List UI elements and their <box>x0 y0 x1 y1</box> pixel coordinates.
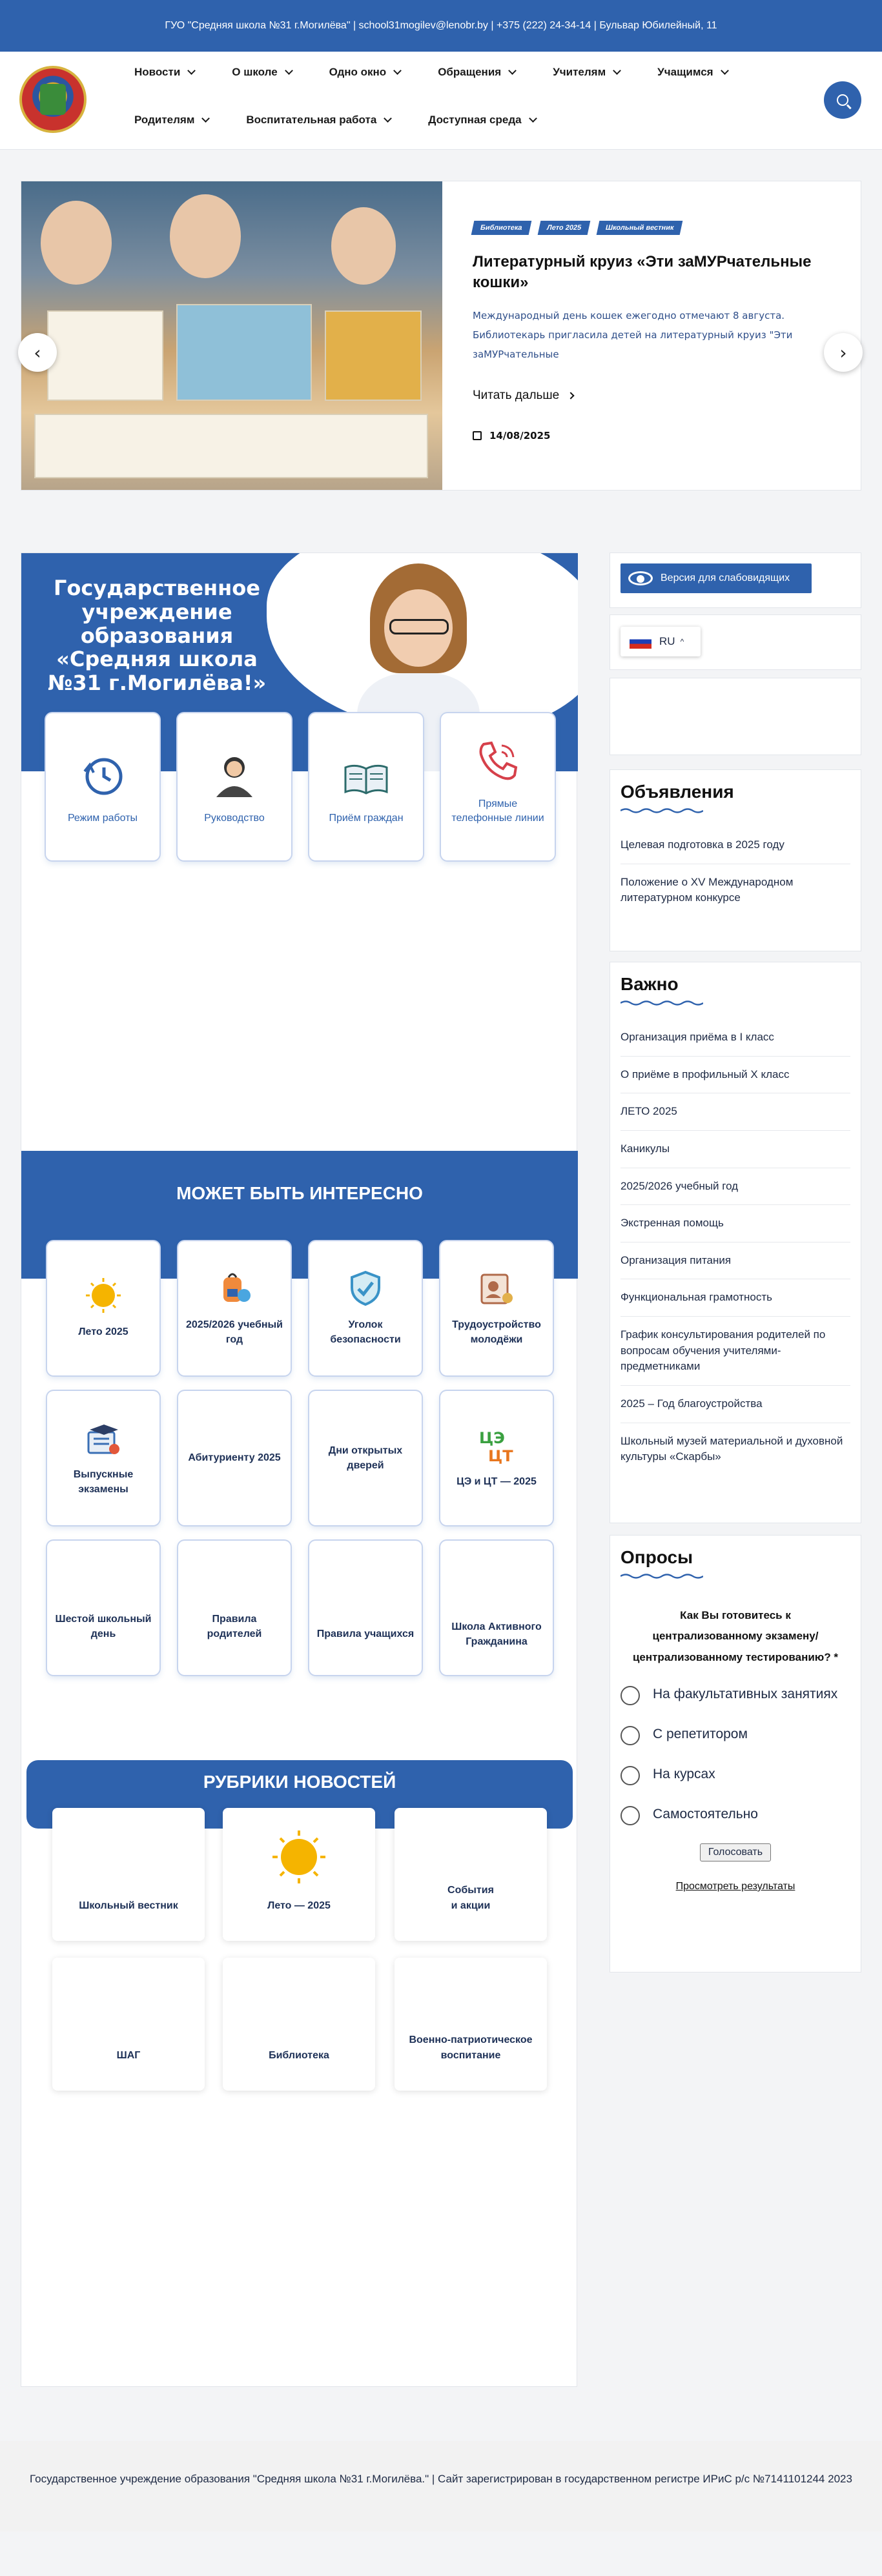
rubric-events[interactable]: События и акции <box>395 1808 547 1941</box>
tag-summer[interactable]: Лето 2025 <box>537 221 590 235</box>
chevron-down-icon <box>384 114 392 123</box>
school-logo[interactable] <box>19 66 87 133</box>
slide-photo <box>21 181 442 490</box>
important-item[interactable]: Школьный музей материальной и духовной культуры «Скарбы» <box>620 1434 843 1463</box>
top-info-text: ГУО "Средняя школа №31 г.Могилёва" | school31mogilev@lenobr.by | +375 (222) 24-34-14 | Бульвар Юбилейный, 11 <box>165 20 717 31</box>
slider-next-button[interactable] <box>824 333 863 372</box>
chevron-left-icon: ‹ <box>34 341 41 363</box>
chevron-down-icon <box>508 66 517 75</box>
poll-option[interactable]: На курсах <box>610 1754 861 1794</box>
book-image <box>47 310 163 401</box>
important-item[interactable]: 2025 – Год благоустройства <box>620 1386 850 1423</box>
sun-icon <box>85 1277 122 1314</box>
card-parent-rules[interactable]: Правила родителей <box>178 1541 291 1675</box>
card-work-hours[interactable] <box>46 713 159 860</box>
important-item[interactable]: ЛЕТО 2025 <box>620 1093 850 1131</box>
radio-button[interactable] <box>620 1766 640 1785</box>
view-results-link[interactable]: Просмотреть результаты <box>675 1880 795 1892</box>
card-safety-corner[interactable]: Уголок безопасности <box>309 1241 422 1375</box>
poll-question: Как Вы готовитесь к централизованному экзамену/централизованному тестированию? * <box>632 1609 839 1663</box>
vision-version-button[interactable]: Версия для слабовидящих <box>620 563 812 593</box>
rubric-shag[interactable]: ШАГ <box>52 1958 205 2091</box>
svg-text:ЦЭ: ЦЭ <box>479 1429 505 1448</box>
rubrics-title: РУБРИКИ НОВОСТЕЙ <box>203 1772 396 1792</box>
important-item[interactable]: Организация приёма в I класс <box>620 1019 850 1057</box>
main-nav-row-1 <box>134 66 765 79</box>
footer-text: Государственное учреждение образования "Средняя школа №31 г.Могилёва." | Сайт зарегистрирован в государственном регистре ИРиС р/с №7141101244 2023 <box>30 2473 852 2485</box>
tag-library[interactable]: Библиотека <box>471 221 531 235</box>
vision-widget <box>610 553 861 608</box>
rubric-military[interactable]: Военно-патриотическое воспитание <box>395 1958 547 2091</box>
announcement-item[interactable]: Положение о XV Международном литературном конкурсе <box>620 875 794 904</box>
important-item[interactable]: Экстренная помощь <box>620 1205 850 1242</box>
empty-widget <box>610 678 861 755</box>
nav-item-students[interactable]: Учащимся <box>657 66 727 79</box>
russian-flag-icon <box>630 634 651 649</box>
book-image <box>176 304 312 401</box>
nav-item-parents[interactable]: Родителям <box>134 114 209 127</box>
poll-option[interactable]: На факультативных занятиях <box>610 1674 861 1714</box>
svg-text:ЦТ: ЦТ <box>488 1447 513 1465</box>
important-item[interactable]: 2025/2026 учебный год <box>620 1168 850 1206</box>
radio-button[interactable] <box>620 1686 640 1705</box>
language-widget <box>610 614 861 670</box>
banner-title: Государственное учреждение образования «Средняя школа №31 г.Могилёва!» <box>47 576 267 696</box>
child-figure <box>41 201 112 285</box>
squiggle-decoration <box>620 807 703 814</box>
card-label: Руководство <box>204 813 265 824</box>
announcements-widget <box>610 769 861 951</box>
poll-widget <box>610 1535 861 1973</box>
language-switcher[interactable]: RU ^ <box>620 627 701 656</box>
card-summer-2025[interactable]: Лето 2025 <box>47 1241 159 1375</box>
nav-item-upbringing[interactable]: Воспитательная работа <box>246 114 391 127</box>
card-reception[interactable] <box>309 713 423 860</box>
card-open-days[interactable]: Дни открытых дверей <box>309 1391 422 1525</box>
slider-prev-button[interactable] <box>18 333 57 372</box>
child-figure <box>331 207 396 285</box>
important-item[interactable]: Каникулы <box>620 1131 850 1168</box>
rubric-school-herald[interactable]: Школьный вестник <box>52 1808 205 1941</box>
squiggle-decoration <box>620 1000 703 1006</box>
chevron-down-icon <box>613 66 621 75</box>
chevron-right-icon: › <box>839 341 847 363</box>
important-item[interactable]: График консультирования родителей по вопросам обучения учителями-предметниками <box>620 1317 850 1386</box>
important-widget <box>610 962 861 1523</box>
poll-option[interactable]: Самостоятельно <box>610 1794 861 1834</box>
nav-item-about[interactable]: О школе <box>232 66 291 79</box>
search-icon <box>837 94 848 106</box>
backpack-icon <box>216 1270 253 1307</box>
top-info-bar <box>0 0 882 52</box>
radio-button[interactable] <box>620 1726 640 1745</box>
card-school-year[interactable]: 2025/2026 учебный год <box>178 1241 291 1375</box>
book-image <box>34 414 428 478</box>
squiggle-decoration <box>620 1573 703 1579</box>
nav-item-one-window[interactable]: Одно окно <box>329 66 401 79</box>
chevron-down-icon <box>285 66 293 75</box>
card-ce-ct[interactable]: ЦЭ ЦТ ЦЭ и ЦТ — 2025 <box>440 1391 553 1525</box>
card-label: Приём граждан <box>329 813 404 824</box>
poll-option[interactable]: С репетитором <box>610 1714 861 1754</box>
card-active-citizen[interactable]: Школа Активного Гражданина <box>440 1541 553 1675</box>
chevron-down-icon <box>187 66 196 75</box>
id-card-icon <box>478 1270 515 1307</box>
chevron-down-icon <box>393 66 402 75</box>
tag-school-herald[interactable]: Школьный вестник <box>596 221 682 235</box>
rubric-summer[interactable]: Лето — 2025 <box>223 1808 375 1941</box>
nav-item-news[interactable]: Новости <box>134 66 194 79</box>
footer <box>0 2441 882 2531</box>
card-label: Прямые телефонные линии <box>451 798 544 824</box>
chevron-down-icon <box>202 114 210 123</box>
person-icon <box>211 752 258 798</box>
read-more-link[interactable]: Читать дальше <box>473 389 573 403</box>
eye-icon <box>628 571 653 585</box>
card-label: Режим работы <box>67 813 138 824</box>
search-button[interactable] <box>824 81 861 119</box>
announcement-item[interactable]: Целевая подготовка в 2025 году <box>620 827 850 864</box>
rubric-library[interactable]: Библиотека <box>223 1958 375 2091</box>
chevron-up-icon: ^ <box>680 637 684 646</box>
main-content <box>21 553 577 2387</box>
book-image <box>325 310 422 401</box>
clock-icon <box>79 752 126 798</box>
chevron-down-icon <box>529 114 537 123</box>
interest-title: МОЖЕТ БЫТЬ ИНТЕРЕСНО <box>176 1183 423 1203</box>
announcements-title: Объявления <box>620 782 734 802</box>
calendar-icon <box>473 431 482 440</box>
card-youth-employment[interactable]: Трудоустройство молодёжи <box>440 1241 553 1375</box>
slide-date: 14/08/2025 <box>473 430 550 441</box>
important-title: Важно <box>620 974 679 994</box>
card-student-rules[interactable]: Правила учащихся <box>309 1541 422 1675</box>
card-hotlines[interactable] <box>441 713 555 860</box>
nav-item-appeals[interactable]: Обращения <box>438 66 515 79</box>
radio-button[interactable] <box>620 1806 640 1825</box>
card-management[interactable] <box>178 713 291 860</box>
important-item[interactable]: Функциональная грамотность <box>620 1279 850 1317</box>
slide-tags <box>473 221 690 235</box>
sun-icon <box>270 1828 328 1889</box>
ce-ct-logo-icon <box>478 1426 515 1464</box>
nav-item-accessible[interactable]: Доступная среда <box>428 114 535 127</box>
open-book-icon <box>343 752 389 798</box>
chevron-down-icon <box>721 66 729 75</box>
main-nav-row-2 <box>134 114 573 127</box>
chevron-right-icon <box>568 392 575 399</box>
slide-title[interactable]: Литературный круиз «Эти заМУРчательные кошки» <box>473 253 812 292</box>
card-sixth-day[interactable]: Шестой школьный день <box>47 1541 159 1675</box>
slide-excerpt: Международный день кошек ежегодно отмечают 8 августа. Библиотекарь пригласила детей на литературный круиз "Эти заМУРчательные <box>473 310 793 360</box>
graduation-icon <box>85 1419 122 1457</box>
shield-check-icon <box>347 1270 384 1307</box>
vote-button[interactable]: Голосовать <box>700 1843 771 1861</box>
phone-icon <box>475 738 521 784</box>
important-item[interactable]: О приёме в профильный X класс <box>620 1057 850 1094</box>
card-final-exams[interactable]: Выпускные экзамены <box>47 1391 159 1525</box>
child-figure <box>170 194 241 278</box>
card-applicant[interactable]: Абитуриенту 2025 <box>178 1391 291 1525</box>
poll-title: Опросы <box>620 1547 693 1567</box>
nav-item-teachers[interactable]: Учителям <box>553 66 620 79</box>
important-item[interactable]: Организация питания <box>620 1242 850 1280</box>
